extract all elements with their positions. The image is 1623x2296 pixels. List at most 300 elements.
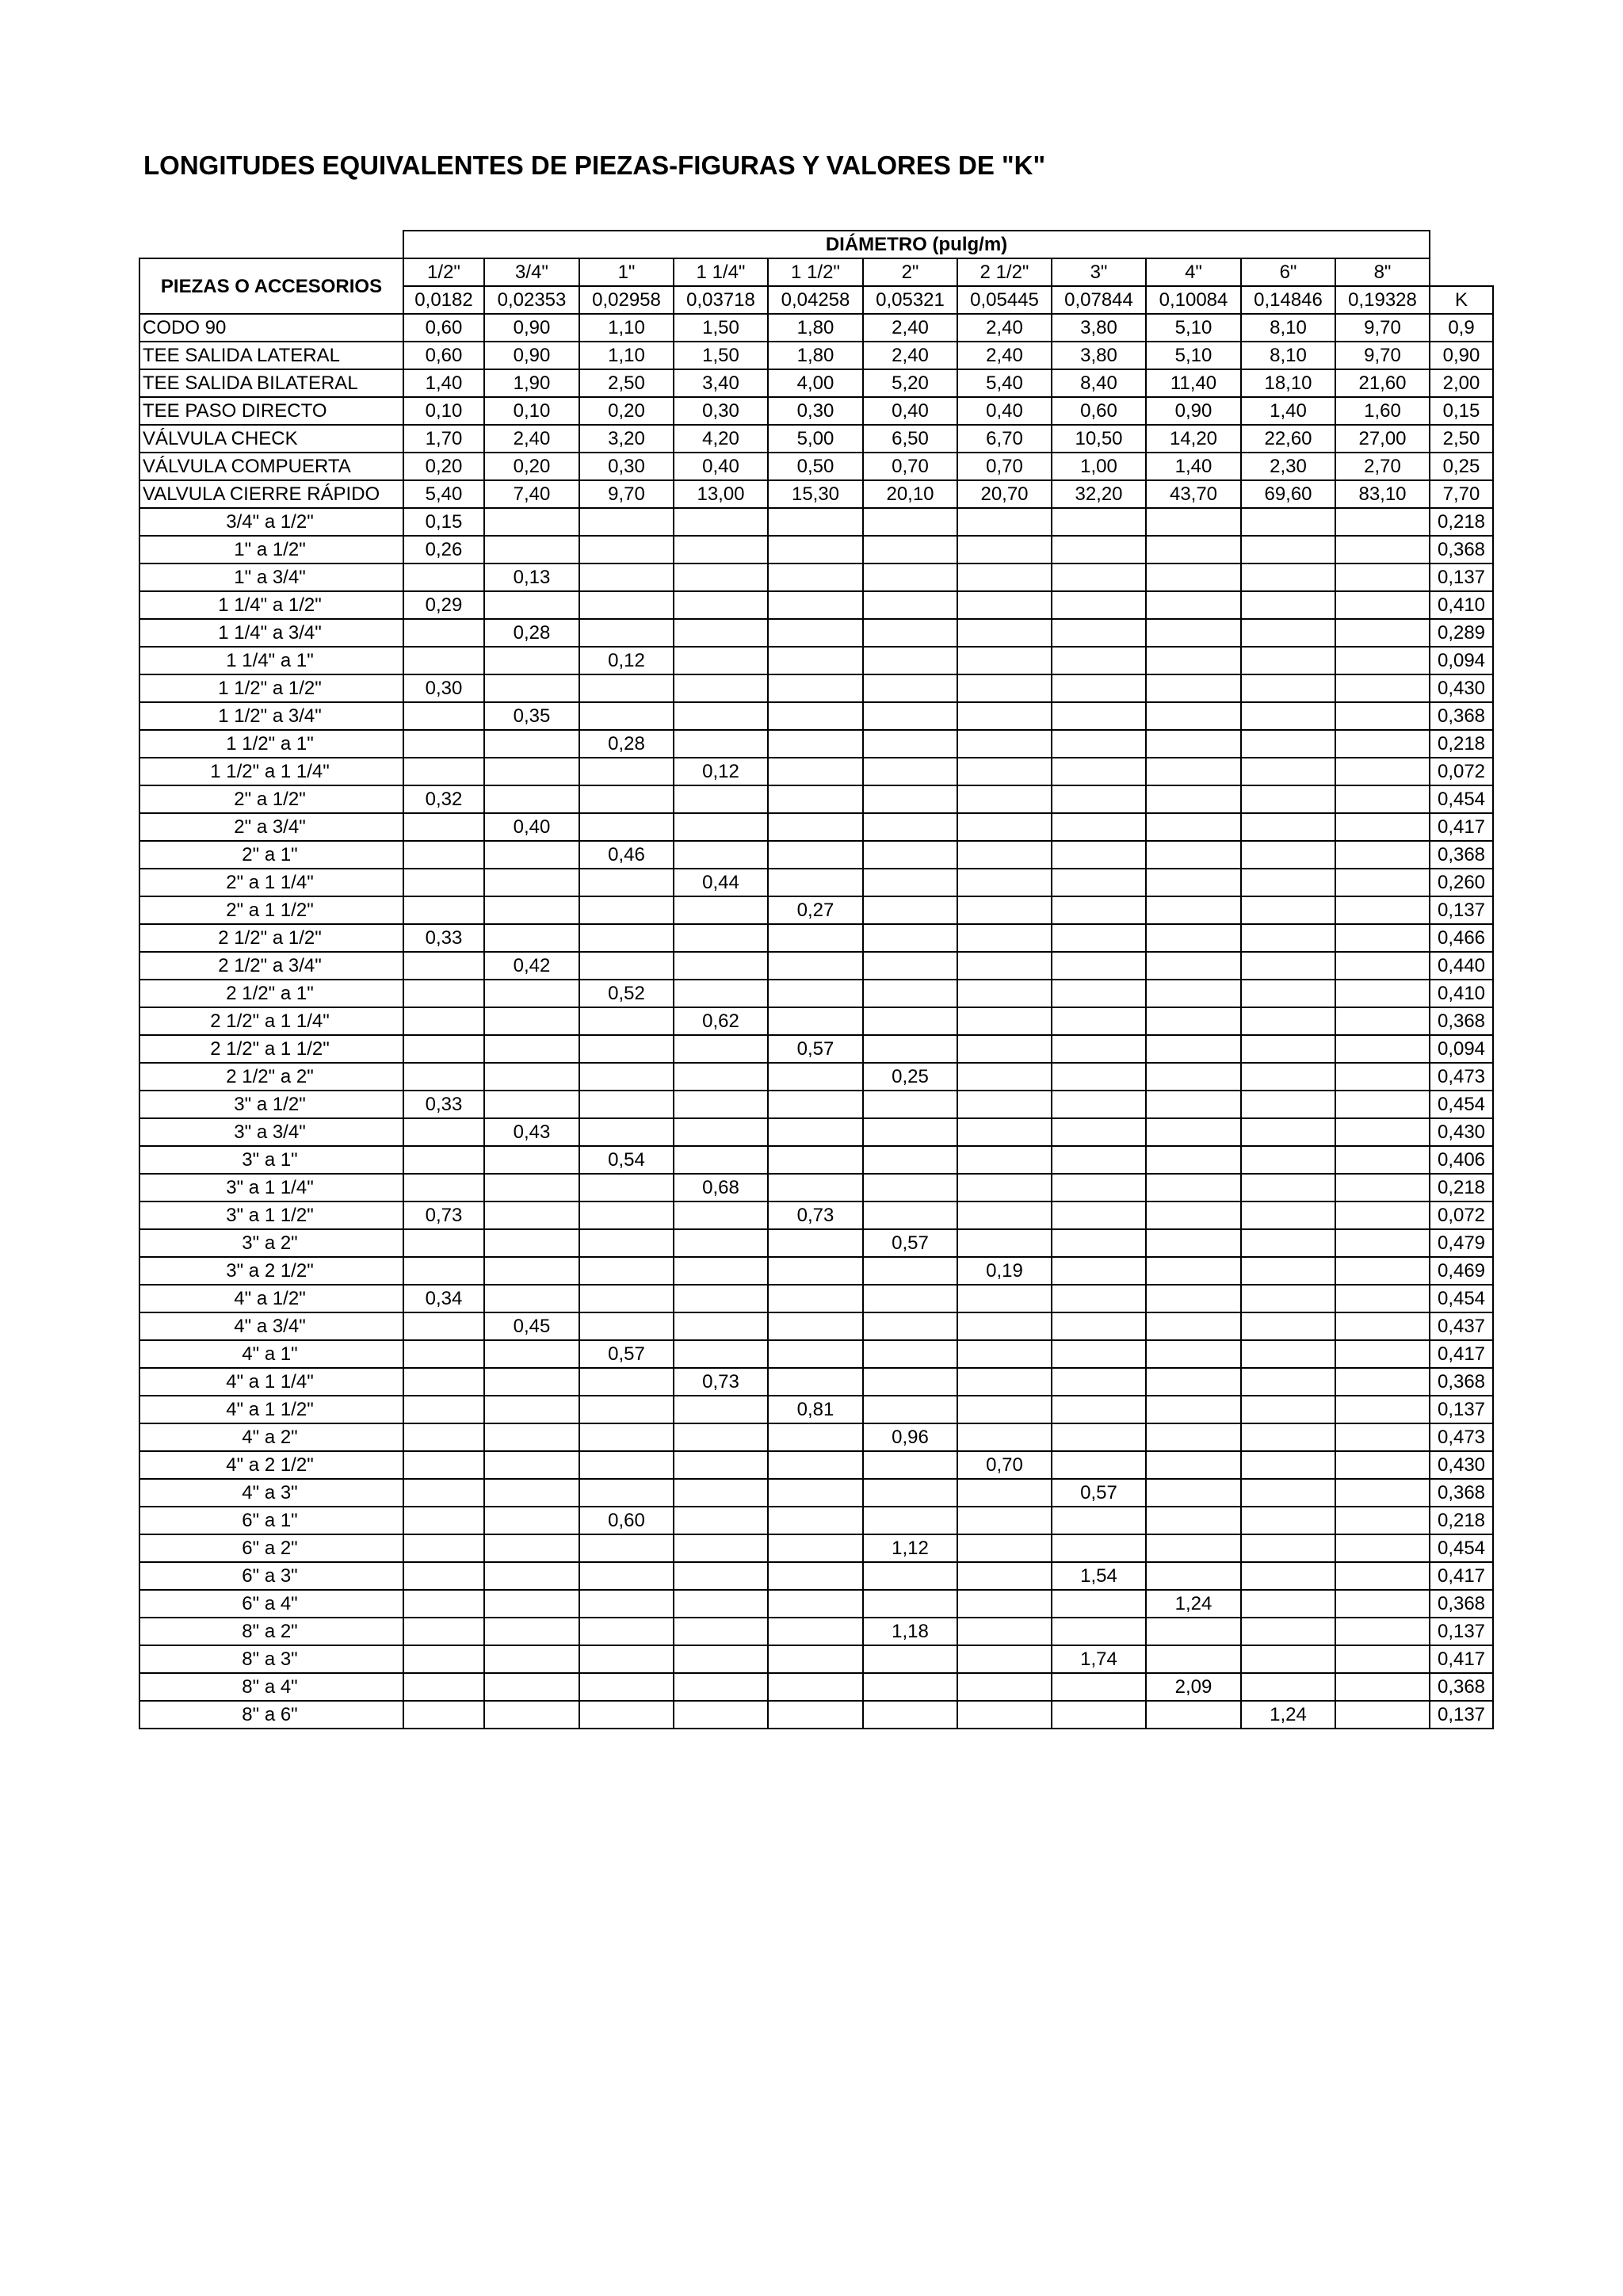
row-label: 1 1/2" a 1/2" <box>139 674 403 702</box>
value-cell: 20,70 <box>957 480 1052 508</box>
value-cell <box>1335 591 1430 619</box>
k-value-cell: 0,368 <box>1430 1590 1493 1618</box>
meter-header-cell: 0,07844 <box>1052 286 1146 314</box>
value-cell <box>579 1368 674 1396</box>
reduction-row <box>139 1701 1493 1729</box>
value-cell <box>674 508 768 536</box>
row-label: 4" a 3/4" <box>139 1312 403 1340</box>
value-cell <box>1052 1590 1146 1618</box>
reduction-row <box>139 1229 1493 1257</box>
value-cell <box>1335 1618 1430 1645</box>
value-cell <box>957 674 1052 702</box>
value-cell: 0,28 <box>579 730 674 758</box>
k-value-cell: 0,137 <box>1430 563 1493 591</box>
value-cell: 0,10 <box>403 397 484 425</box>
value-cell <box>579 1118 674 1146</box>
value-cell <box>1335 841 1430 869</box>
value-cell: 0,40 <box>674 453 768 480</box>
value-cell: 0,30 <box>674 397 768 425</box>
value-cell: 0,42 <box>484 952 579 980</box>
value-cell <box>957 1063 1052 1091</box>
k-value-cell: 0,454 <box>1430 785 1493 813</box>
value-cell <box>957 1562 1052 1590</box>
value-cell: 2,40 <box>863 314 957 342</box>
value-cell <box>403 869 484 896</box>
value-cell <box>674 1035 768 1063</box>
reduction-row <box>139 1479 1493 1507</box>
reduction-row <box>139 1396 1493 1423</box>
k-value-cell: 0,454 <box>1430 1285 1493 1312</box>
value-cell <box>1146 1091 1241 1118</box>
value-cell <box>484 1174 579 1201</box>
value-cell <box>579 619 674 647</box>
value-cell <box>403 647 484 674</box>
value-cell <box>1335 536 1430 563</box>
size-header-cell: 2" <box>863 258 957 286</box>
value-cell <box>403 1590 484 1618</box>
value-cell <box>863 1201 957 1229</box>
k-value-cell: 0,218 <box>1430 1507 1493 1534</box>
value-cell: 0,25 <box>863 1063 957 1091</box>
k-value-cell: 0,368 <box>1430 536 1493 563</box>
value-cell <box>1052 1257 1146 1285</box>
value-cell <box>403 1174 484 1201</box>
value-cell <box>768 1257 863 1285</box>
k-value-cell: 0,437 <box>1430 1312 1493 1340</box>
value-cell <box>403 1063 484 1091</box>
value-cell <box>579 702 674 730</box>
row-label: 3" a 1/2" <box>139 1091 403 1118</box>
size-header-cell: 2 1/2" <box>957 258 1052 286</box>
value-cell: 11,40 <box>1146 369 1241 397</box>
value-cell <box>957 508 1052 536</box>
row-label: 2 1/2" a 1/2" <box>139 924 403 952</box>
value-cell <box>579 1035 674 1063</box>
header-row-sizes <box>139 258 1493 286</box>
value-cell <box>957 1146 1052 1174</box>
value-cell: 15,30 <box>768 480 863 508</box>
value-cell <box>863 674 957 702</box>
k-value-cell: 0,137 <box>1430 1701 1493 1729</box>
value-cell <box>484 1479 579 1507</box>
value-cell <box>768 869 863 896</box>
value-cell <box>1335 1118 1430 1146</box>
reduction-row <box>139 1534 1493 1562</box>
value-cell: 5,40 <box>403 480 484 508</box>
value-cell <box>768 1451 863 1479</box>
value-cell: 6,50 <box>863 425 957 453</box>
value-cell: 22,60 <box>1241 425 1335 453</box>
reduction-row <box>139 1257 1493 1285</box>
value-cell: 1,70 <box>403 425 484 453</box>
row-label: 3" a 3/4" <box>139 1118 403 1146</box>
value-cell: 0,12 <box>579 647 674 674</box>
row-label: 8" a 6" <box>139 1701 403 1729</box>
value-cell <box>768 1423 863 1451</box>
value-cell: 2,30 <box>1241 453 1335 480</box>
value-cell: 0,62 <box>674 1007 768 1035</box>
value-cell <box>957 1590 1052 1618</box>
value-cell <box>403 1396 484 1423</box>
row-label: 8" a 4" <box>139 1673 403 1701</box>
k-value-cell: 0,9 <box>1430 314 1493 342</box>
value-cell: 0,57 <box>1052 1479 1146 1507</box>
value-cell <box>674 1562 768 1590</box>
value-cell <box>768 1479 863 1507</box>
value-cell <box>863 896 957 924</box>
row-label: 6" a 1" <box>139 1507 403 1534</box>
value-cell <box>1335 619 1430 647</box>
fitting-row <box>139 369 1493 397</box>
row-label: 8" a 2" <box>139 1618 403 1645</box>
size-header-cell: 1 1/4" <box>674 258 768 286</box>
value-cell <box>1335 1423 1430 1451</box>
value-cell <box>1146 508 1241 536</box>
value-cell <box>1241 869 1335 896</box>
value-cell <box>1241 674 1335 702</box>
k-value-cell: 0,094 <box>1430 1035 1493 1063</box>
value-cell <box>579 1673 674 1701</box>
row-label: 3" a 1" <box>139 1146 403 1174</box>
size-header-cell: 6" <box>1241 258 1335 286</box>
value-cell <box>957 869 1052 896</box>
value-cell <box>1146 1201 1241 1229</box>
value-cell <box>579 563 674 591</box>
value-cell <box>1146 1396 1241 1423</box>
value-cell: 0,10 <box>484 397 579 425</box>
value-cell <box>484 1340 579 1368</box>
k-value-cell: 0,479 <box>1430 1229 1493 1257</box>
value-cell <box>674 1312 768 1340</box>
value-cell <box>674 785 768 813</box>
value-cell <box>674 1451 768 1479</box>
value-cell <box>1335 1063 1430 1091</box>
value-cell <box>1241 1201 1335 1229</box>
value-cell <box>1241 1423 1335 1451</box>
reduction-row <box>139 1507 1493 1534</box>
value-cell <box>957 1645 1052 1673</box>
reduction-row <box>139 758 1493 785</box>
value-cell <box>579 1423 674 1451</box>
value-cell <box>863 730 957 758</box>
value-cell <box>1052 924 1146 952</box>
fitting-row <box>139 397 1493 425</box>
value-cell <box>1241 1618 1335 1645</box>
value-cell: 8,10 <box>1241 314 1335 342</box>
value-cell <box>768 813 863 841</box>
value-cell <box>579 1451 674 1479</box>
value-cell <box>1052 1063 1146 1091</box>
value-cell <box>674 1396 768 1423</box>
value-cell <box>674 619 768 647</box>
row-label: 4" a 1 1/2" <box>139 1396 403 1423</box>
value-cell <box>957 619 1052 647</box>
value-cell: 0,52 <box>579 980 674 1007</box>
value-cell: 0,43 <box>484 1118 579 1146</box>
k-value-cell: 0,473 <box>1430 1423 1493 1451</box>
value-cell <box>957 1673 1052 1701</box>
value-cell <box>768 1091 863 1118</box>
value-cell <box>1052 785 1146 813</box>
value-cell <box>1241 896 1335 924</box>
value-cell <box>768 508 863 536</box>
value-cell: 0,40 <box>863 397 957 425</box>
reduction-row <box>139 785 1493 813</box>
value-cell <box>863 1285 957 1312</box>
row-label: 2 1/2" a 1" <box>139 980 403 1007</box>
k-value-cell: 0,218 <box>1430 1174 1493 1201</box>
row-label: 6" a 2" <box>139 1534 403 1562</box>
value-cell: 0,90 <box>484 314 579 342</box>
value-cell <box>484 1562 579 1590</box>
value-cell <box>1146 591 1241 619</box>
k-value-cell: 0,417 <box>1430 1645 1493 1673</box>
value-cell <box>484 924 579 952</box>
value-cell <box>674 1423 768 1451</box>
value-cell <box>768 1507 863 1534</box>
value-cell <box>863 1451 957 1479</box>
value-cell <box>484 674 579 702</box>
value-cell <box>957 813 1052 841</box>
reduction-row <box>139 1312 1493 1340</box>
value-cell: 2,40 <box>957 342 1052 369</box>
value-cell <box>403 1312 484 1340</box>
reduction-row <box>139 1423 1493 1451</box>
value-cell <box>579 813 674 841</box>
value-cell <box>1146 1479 1241 1507</box>
value-cell <box>1052 841 1146 869</box>
value-cell <box>579 952 674 980</box>
value-cell <box>863 785 957 813</box>
value-cell: 14,20 <box>1146 425 1241 453</box>
value-cell <box>768 591 863 619</box>
value-cell <box>957 1479 1052 1507</box>
value-cell <box>484 1229 579 1257</box>
value-cell <box>957 785 1052 813</box>
k-value-cell: 0,410 <box>1430 591 1493 619</box>
value-cell <box>863 1007 957 1035</box>
value-cell <box>674 730 768 758</box>
value-cell <box>484 1368 579 1396</box>
value-cell <box>1052 1146 1146 1174</box>
k-value-cell: 0,260 <box>1430 869 1493 896</box>
value-cell <box>484 785 579 813</box>
value-cell <box>768 647 863 674</box>
value-cell: 1,24 <box>1146 1590 1241 1618</box>
reduction-row <box>139 1340 1493 1368</box>
value-cell <box>1241 1174 1335 1201</box>
value-cell <box>484 1507 579 1534</box>
value-cell <box>957 1534 1052 1562</box>
value-cell <box>484 896 579 924</box>
value-cell <box>1052 508 1146 536</box>
value-cell <box>1146 1701 1241 1729</box>
value-cell <box>1052 813 1146 841</box>
k-value-cell: 0,218 <box>1430 508 1493 536</box>
value-cell <box>1052 1229 1146 1257</box>
value-cell <box>1052 1007 1146 1035</box>
value-cell <box>1146 730 1241 758</box>
value-cell <box>1241 1534 1335 1562</box>
k-value-cell: 0,368 <box>1430 1368 1493 1396</box>
value-cell <box>768 1285 863 1312</box>
value-cell <box>484 1146 579 1174</box>
row-label: 4" a 2" <box>139 1423 403 1451</box>
value-cell: 0,40 <box>484 813 579 841</box>
row-label: VÁLVULA CHECK <box>139 425 403 453</box>
value-cell <box>403 813 484 841</box>
value-cell <box>768 1146 863 1174</box>
value-cell: 9,70 <box>1335 314 1430 342</box>
value-cell <box>768 1368 863 1396</box>
reduction-row <box>139 508 1493 536</box>
value-cell <box>768 841 863 869</box>
value-cell <box>1146 1312 1241 1340</box>
value-cell <box>1052 1118 1146 1146</box>
value-cell <box>1241 1479 1335 1507</box>
value-cell: 0,81 <box>768 1396 863 1423</box>
value-cell <box>484 1618 579 1645</box>
value-cell <box>403 1534 484 1562</box>
value-cell <box>1241 647 1335 674</box>
value-cell <box>579 536 674 563</box>
value-cell <box>403 1007 484 1035</box>
value-cell <box>674 1229 768 1257</box>
value-cell: 10,50 <box>1052 425 1146 453</box>
row-label: 2 1/2" a 2" <box>139 1063 403 1091</box>
value-cell <box>863 619 957 647</box>
value-cell <box>674 1479 768 1507</box>
value-cell <box>674 1118 768 1146</box>
value-cell <box>1052 1035 1146 1063</box>
k-value-cell: 0,430 <box>1430 1451 1493 1479</box>
value-cell <box>674 1146 768 1174</box>
value-cell <box>1146 536 1241 563</box>
reduction-row <box>139 924 1493 952</box>
value-cell <box>1241 1340 1335 1368</box>
value-cell <box>768 1562 863 1590</box>
value-cell: 5,10 <box>1146 342 1241 369</box>
value-cell <box>1241 1257 1335 1285</box>
k-value-cell: 0,417 <box>1430 813 1493 841</box>
value-cell <box>674 813 768 841</box>
value-cell: 0,96 <box>863 1423 957 1451</box>
value-cell <box>863 1257 957 1285</box>
value-cell <box>403 1479 484 1507</box>
k-value-cell: 0,410 <box>1430 980 1493 1007</box>
value-cell <box>1052 1534 1146 1562</box>
value-cell <box>768 1701 863 1729</box>
value-cell <box>768 758 863 785</box>
value-cell <box>403 1257 484 1285</box>
value-cell <box>403 1229 484 1257</box>
value-cell <box>1335 896 1430 924</box>
value-cell <box>403 1146 484 1174</box>
value-cell <box>1335 674 1430 702</box>
value-cell <box>579 1257 674 1285</box>
value-cell <box>484 980 579 1007</box>
value-cell <box>1241 1285 1335 1312</box>
size-header-cell: 4" <box>1146 258 1241 286</box>
value-cell <box>1335 1673 1430 1701</box>
reduction-row <box>139 1174 1493 1201</box>
value-cell <box>768 1007 863 1035</box>
value-cell: 2,50 <box>579 369 674 397</box>
value-cell: 0,26 <box>403 536 484 563</box>
value-cell <box>1241 1396 1335 1423</box>
size-header-cell: 1/2" <box>403 258 484 286</box>
value-cell <box>1335 1507 1430 1534</box>
k-value-cell: 0,368 <box>1430 1673 1493 1701</box>
value-cell <box>1146 1007 1241 1035</box>
row-label: 2" a 1 1/4" <box>139 869 403 896</box>
value-cell <box>674 1701 768 1729</box>
row-label: TEE PASO DIRECTO <box>139 397 403 425</box>
value-cell <box>1052 730 1146 758</box>
value-cell <box>863 1396 957 1423</box>
value-cell: 0,40 <box>957 397 1052 425</box>
value-cell <box>1241 1562 1335 1590</box>
value-cell <box>1335 1091 1430 1118</box>
value-cell <box>863 1091 957 1118</box>
value-cell <box>484 1590 579 1618</box>
value-cell <box>579 924 674 952</box>
value-cell <box>1241 1118 1335 1146</box>
k-value-cell: 0,368 <box>1430 841 1493 869</box>
value-cell: 1,50 <box>674 342 768 369</box>
table-body <box>139 231 1493 1729</box>
value-cell <box>1146 924 1241 952</box>
row-label: 6" a 3" <box>139 1562 403 1590</box>
value-cell: 3,80 <box>1052 342 1146 369</box>
value-cell <box>674 1507 768 1534</box>
value-cell: 0,50 <box>768 453 863 480</box>
value-cell: 9,70 <box>1335 342 1430 369</box>
value-cell <box>768 1174 863 1201</box>
value-cell: 1,80 <box>768 342 863 369</box>
value-cell <box>863 702 957 730</box>
value-cell <box>1335 1451 1430 1479</box>
value-cell <box>1335 702 1430 730</box>
value-cell <box>1146 813 1241 841</box>
value-cell: 0,35 <box>484 702 579 730</box>
value-cell <box>957 1174 1052 1201</box>
reduction-row <box>139 896 1493 924</box>
value-cell <box>579 1063 674 1091</box>
value-cell <box>1052 536 1146 563</box>
value-cell <box>403 1340 484 1368</box>
value-cell: 0,12 <box>674 758 768 785</box>
k-value-cell: 0,094 <box>1430 647 1493 674</box>
row-label: 2" a 1 1/2" <box>139 896 403 924</box>
reduction-row <box>139 674 1493 702</box>
value-cell <box>1241 1091 1335 1118</box>
value-cell <box>768 1229 863 1257</box>
value-cell: 3,80 <box>1052 314 1146 342</box>
value-cell <box>1241 924 1335 952</box>
value-cell <box>403 1451 484 1479</box>
k-value-cell: 0,218 <box>1430 730 1493 758</box>
value-cell <box>484 730 579 758</box>
fitting-row <box>139 342 1493 369</box>
value-cell <box>1241 1007 1335 1035</box>
value-cell: 1,40 <box>1146 453 1241 480</box>
row-label: 3" a 1 1/2" <box>139 1201 403 1229</box>
value-cell <box>957 952 1052 980</box>
value-cell <box>863 1479 957 1507</box>
meter-header-cell: 0,14846 <box>1241 286 1335 314</box>
value-cell <box>1335 1312 1430 1340</box>
